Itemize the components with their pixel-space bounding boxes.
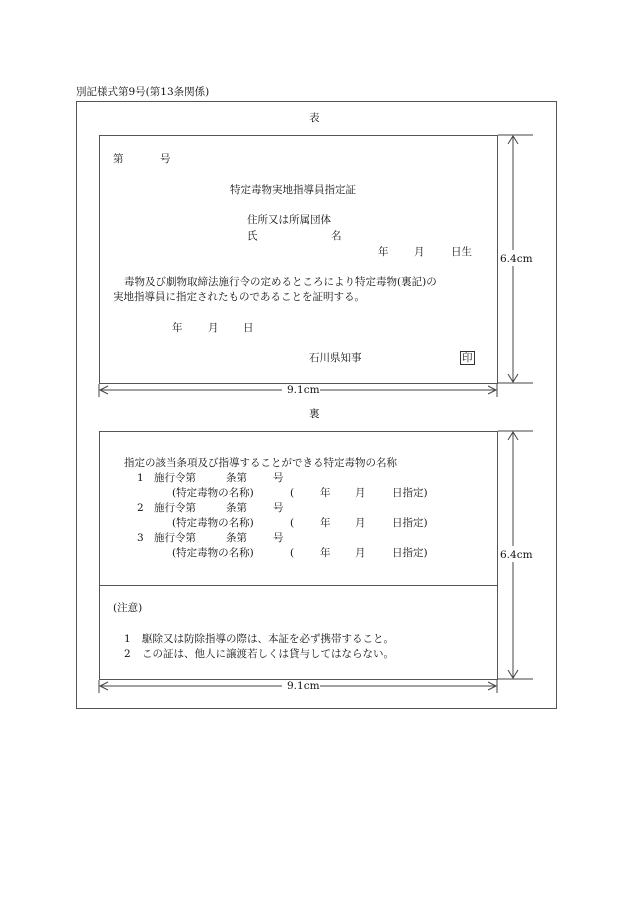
issue-day-label: 日 [243, 322, 254, 334]
birth-day-label: 日生 [451, 246, 472, 258]
back-width-dimension: 9.1cm [284, 680, 323, 692]
item-article-prefix: 施行令第 [154, 532, 196, 544]
item-number: 2 [137, 502, 144, 514]
birth-month-label: 月 [414, 246, 425, 258]
issuer-name: 石川県知事 [309, 352, 362, 364]
name-label-second: 名 [331, 230, 342, 242]
note-text: この証は、他人に譲渡若しくは貸与してはならない。 [142, 648, 394, 660]
birth-year-label: 年 [378, 246, 389, 258]
item-number: 3 [137, 532, 144, 544]
item-substance-label: (特定毒物の名称) [172, 517, 254, 529]
certificate-body-line-1: 毒物及び劇物取締法施行令の定めるところにより特定毒物(裏記)の [124, 276, 437, 288]
note-text: 駆除又は防除指導の際は、本証を必ず携帯すること。 [142, 633, 394, 645]
item-substance-label: (特定毒物の名称) [172, 547, 254, 559]
item-date-year: 年 [320, 517, 331, 529]
certificate-body-line-2: 実地指導員に指定されたものであることを証明する。 [113, 291, 365, 303]
front-side-label: 表 [309, 112, 320, 124]
number-prefix: 第 [113, 153, 124, 165]
number-suffix: 号 [160, 153, 171, 165]
front-width-dimension: 9.1cm [284, 384, 323, 396]
item-article-jou: 条第 [226, 472, 247, 484]
item-date-day: 日指定) [392, 547, 428, 559]
item-date-year: 年 [320, 487, 331, 499]
item-date-day: 日指定) [392, 487, 428, 499]
item-date-open-paren: ( [290, 547, 295, 559]
item-date-open-paren: ( [290, 517, 295, 529]
form-number-label: 別記様式第9号(第13条関係) [76, 86, 210, 98]
item-number: 1 [137, 472, 144, 484]
item-date-open-paren: ( [290, 487, 295, 499]
item-article-gou: 号 [273, 502, 284, 514]
address-label: 住所又は所属団体 [247, 214, 331, 226]
front-height-dimension: 6.4cm [500, 253, 533, 265]
name-label-first: 氏 [247, 230, 258, 242]
item-substance-label: (特定毒物の名称) [172, 487, 254, 499]
issue-year-label: 年 [172, 322, 183, 334]
item-article-jou: 条第 [226, 502, 247, 514]
back-height-dimension: 6.4cm [500, 549, 533, 561]
item-date-year: 年 [320, 547, 331, 559]
item-date-month: 月 [355, 547, 366, 559]
item-article-jou: 条第 [226, 532, 247, 544]
item-article-prefix: 施行令第 [154, 502, 196, 514]
item-article-gou: 号 [273, 532, 284, 544]
note-number: 2 [124, 648, 131, 660]
item-date-month: 月 [355, 517, 366, 529]
designation-heading: 指定の該当条項及び指導することができる特定毒物の名称 [124, 457, 397, 469]
certificate-title: 特定毒物実地指導員指定証 [230, 184, 356, 196]
item-article-prefix: 施行令第 [154, 472, 196, 484]
item-article-gou: 号 [273, 472, 284, 484]
note-number: 1 [124, 633, 131, 645]
issue-month-label: 月 [208, 322, 219, 334]
item-date-day: 日指定) [392, 517, 428, 529]
back-side-label: 裏 [309, 408, 320, 420]
notes-heading: (注意) [113, 602, 143, 614]
seal-mark: 印 [462, 352, 473, 364]
item-date-month: 月 [355, 487, 366, 499]
